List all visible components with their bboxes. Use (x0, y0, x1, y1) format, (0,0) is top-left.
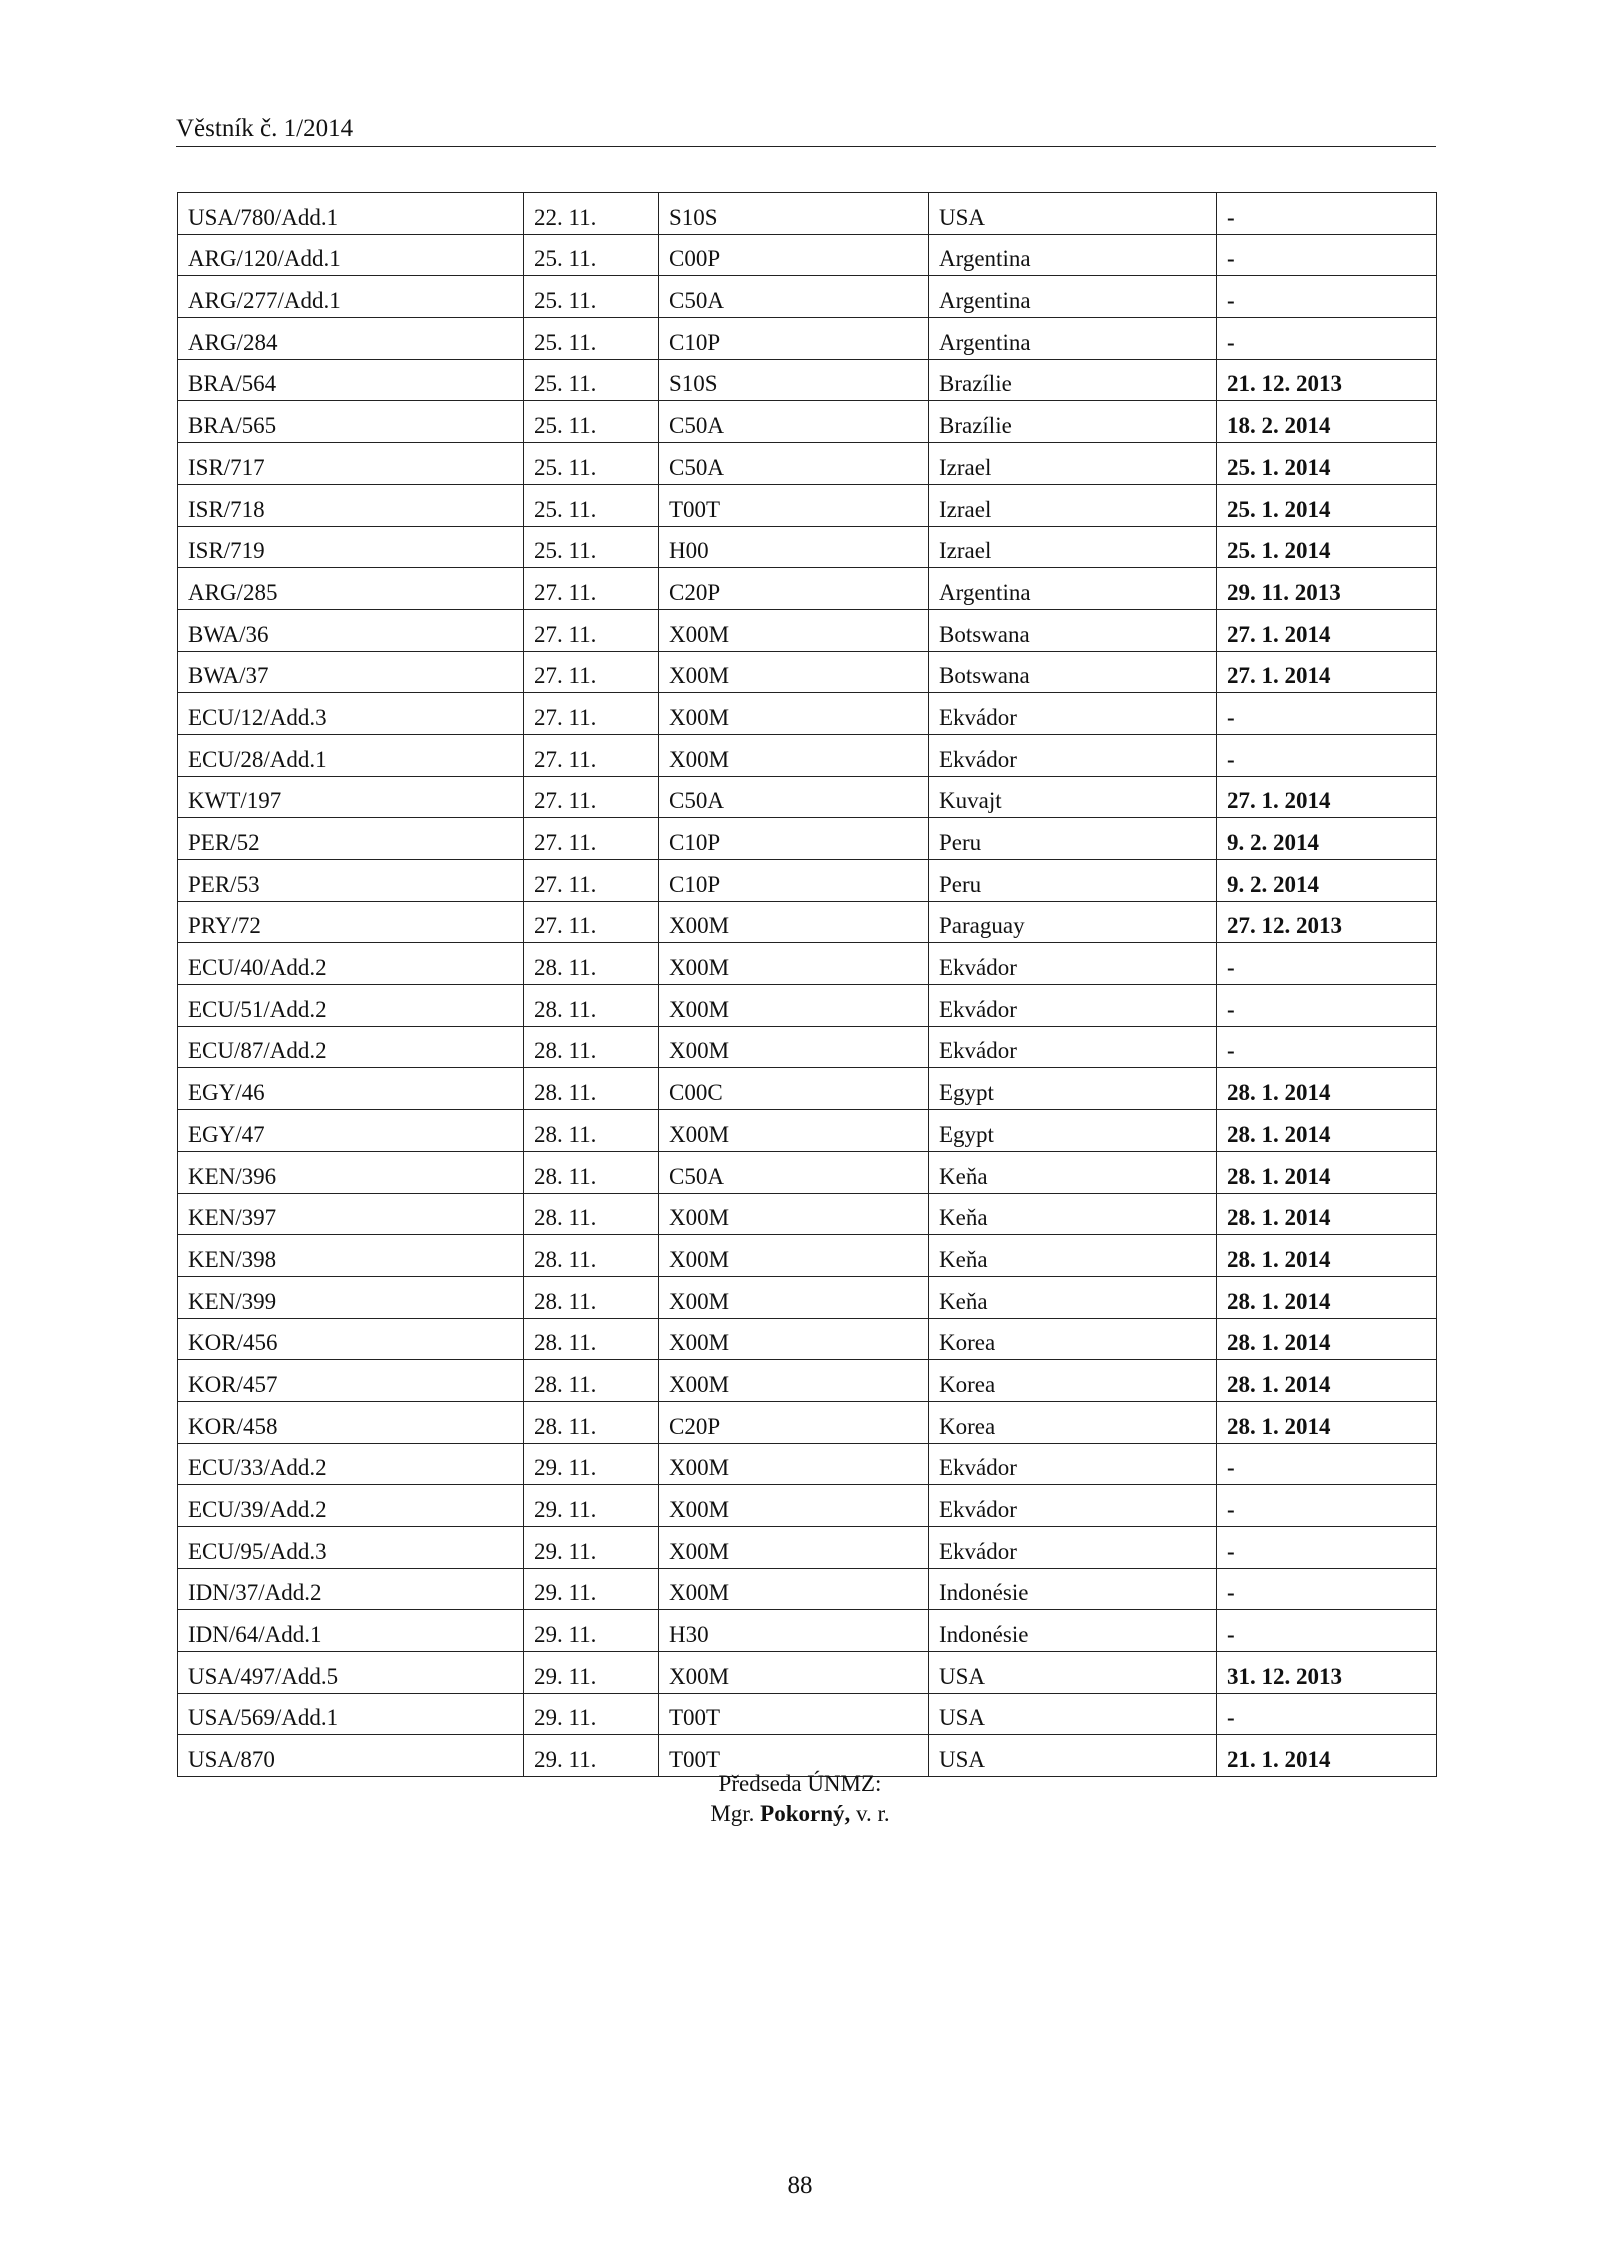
date-cell: 28. 11. (524, 1026, 659, 1068)
code-cell: C10P (659, 318, 929, 360)
deadline-cell: 21. 12. 2013 (1217, 359, 1437, 401)
date-cell: 25. 11. (524, 359, 659, 401)
code-cell: C00C (659, 1068, 929, 1110)
table-row (178, 1276, 1437, 1318)
symbol-cell: IDN/64/Add.1 (178, 1610, 524, 1652)
country-cell: Indonésie (929, 1568, 1217, 1610)
deadline-cell: 27. 12. 2013 (1217, 901, 1437, 943)
code-cell: H30 (659, 1610, 929, 1652)
date-cell: 27. 11. (524, 568, 659, 610)
date-cell: 27. 11. (524, 651, 659, 693)
deadline-cell: - (1217, 234, 1437, 276)
date-cell: 28. 11. (524, 1110, 659, 1152)
country-cell: Argentina (929, 234, 1217, 276)
date-cell: 29. 11. (524, 1693, 659, 1735)
symbol-cell: ECU/87/Add.2 (178, 1026, 524, 1068)
signature-name: Pokorný, (760, 1801, 851, 1826)
symbol-cell: BRA/564 (178, 359, 524, 401)
symbol-cell: KEN/396 (178, 1151, 524, 1193)
deadline-cell: - (1217, 1026, 1437, 1068)
symbol-cell: EGY/47 (178, 1110, 524, 1152)
date-cell: 29. 11. (524, 1443, 659, 1485)
country-cell: Brazílie (929, 359, 1217, 401)
code-cell: X00M (659, 1026, 929, 1068)
deadline-cell: 28. 1. 2014 (1217, 1401, 1437, 1443)
symbol-cell: PER/52 (178, 818, 524, 860)
country-cell: Korea (929, 1360, 1217, 1402)
deadline-cell: 18. 2. 2014 (1217, 401, 1437, 443)
code-cell: S10S (659, 193, 929, 235)
deadline-cell: 9. 2. 2014 (1217, 818, 1437, 860)
deadline-cell: 25. 1. 2014 (1217, 526, 1437, 568)
code-cell: C50A (659, 276, 929, 318)
deadline-cell: - (1217, 276, 1437, 318)
date-cell: 27. 11. (524, 901, 659, 943)
deadline-cell: 28. 1. 2014 (1217, 1276, 1437, 1318)
table-row (178, 1527, 1437, 1569)
table-body (178, 193, 1437, 1777)
symbol-cell: BWA/36 (178, 609, 524, 651)
code-cell: X00M (659, 1568, 929, 1610)
table-row (178, 276, 1437, 318)
deadline-cell: 21. 1. 2014 (1217, 1735, 1437, 1777)
date-cell: 28. 11. (524, 1235, 659, 1277)
date-cell: 25. 11. (524, 484, 659, 526)
table-row (178, 1235, 1437, 1277)
country-cell: Keňa (929, 1235, 1217, 1277)
code-cell: X00M (659, 1235, 929, 1277)
deadline-cell: 25. 1. 2014 (1217, 443, 1437, 485)
date-cell: 28. 11. (524, 1401, 659, 1443)
date-cell: 29. 11. (524, 1652, 659, 1694)
page-number: 88 (787, 2172, 813, 2199)
code-cell: X00M (659, 1110, 929, 1152)
table-row (178, 443, 1437, 485)
deadline-cell: 29. 11. 2013 (1217, 568, 1437, 610)
code-cell: C00P (659, 234, 929, 276)
code-cell: X00M (659, 1652, 929, 1694)
table-row (178, 943, 1437, 985)
date-cell: 25. 11. (524, 401, 659, 443)
country-cell: Kuvajt (929, 776, 1217, 818)
symbol-cell: ARG/284 (178, 318, 524, 360)
code-cell: X00M (659, 1276, 929, 1318)
table-row (178, 1568, 1437, 1610)
date-cell: 28. 11. (524, 1068, 659, 1110)
date-cell: 28. 11. (524, 1318, 659, 1360)
date-cell: 25. 11. (524, 318, 659, 360)
code-cell: C10P (659, 818, 929, 860)
country-cell: Ekvádor (929, 734, 1217, 776)
table-row (178, 609, 1437, 651)
country-cell: Egypt (929, 1110, 1217, 1152)
symbol-cell: KWT/197 (178, 776, 524, 818)
table-row (178, 234, 1437, 276)
country-cell: Ekvádor (929, 985, 1217, 1027)
symbol-cell: ECU/33/Add.2 (178, 1443, 524, 1485)
table-row (178, 359, 1437, 401)
symbol-cell: KOR/456 (178, 1318, 524, 1360)
date-cell: 28. 11. (524, 1360, 659, 1402)
deadline-cell: - (1217, 1527, 1437, 1569)
country-cell: Ekvádor (929, 1527, 1217, 1569)
table-row (178, 985, 1437, 1027)
table-row (178, 734, 1437, 776)
code-cell: S10S (659, 359, 929, 401)
deadline-cell: 25. 1. 2014 (1217, 484, 1437, 526)
table-row (178, 693, 1437, 735)
deadline-cell: - (1217, 1568, 1437, 1610)
country-cell: Egypt (929, 1068, 1217, 1110)
symbol-cell: ARG/277/Add.1 (178, 276, 524, 318)
table-row (178, 1485, 1437, 1527)
symbol-cell: KOR/458 (178, 1401, 524, 1443)
date-cell: 29. 11. (524, 1568, 659, 1610)
notifications-table (177, 192, 1437, 1777)
table-row (178, 776, 1437, 818)
deadline-cell: 9. 2. 2014 (1217, 860, 1437, 902)
country-cell: Keňa (929, 1193, 1217, 1235)
country-cell: Indonésie (929, 1610, 1217, 1652)
deadline-cell: 28. 1. 2014 (1217, 1318, 1437, 1360)
country-cell: Ekvádor (929, 1485, 1217, 1527)
symbol-cell: ECU/12/Add.3 (178, 693, 524, 735)
symbol-cell: KEN/398 (178, 1235, 524, 1277)
deadline-cell: 27. 1. 2014 (1217, 609, 1437, 651)
country-cell: Botswana (929, 651, 1217, 693)
code-cell: T00T (659, 1735, 929, 1777)
date-cell: 29. 11. (524, 1527, 659, 1569)
signature-role: Předseda ÚNMZ: (718, 1771, 882, 1796)
table-row (178, 901, 1437, 943)
code-cell: X00M (659, 943, 929, 985)
symbol-cell: IDN/37/Add.2 (178, 1568, 524, 1610)
deadline-cell: - (1217, 734, 1437, 776)
table-row (178, 193, 1437, 235)
symbol-cell: ECU/95/Add.3 (178, 1527, 524, 1569)
code-cell: C50A (659, 776, 929, 818)
country-cell: Izrael (929, 443, 1217, 485)
country-cell: Argentina (929, 276, 1217, 318)
table-row (178, 568, 1437, 610)
symbol-cell: EGY/46 (178, 1068, 524, 1110)
code-cell: C20P (659, 568, 929, 610)
table-row (178, 1318, 1437, 1360)
table-row (178, 860, 1437, 902)
code-cell: X00M (659, 901, 929, 943)
date-cell: 29. 11. (524, 1485, 659, 1527)
page-header (176, 112, 1436, 147)
date-cell: 27. 11. (524, 776, 659, 818)
table-row (178, 1401, 1437, 1443)
table-row (178, 1026, 1437, 1068)
bulletin-title: Věstník č. 1/2014 (176, 115, 354, 142)
date-cell: 25. 11. (524, 234, 659, 276)
table-row (178, 1693, 1437, 1735)
deadline-cell: 28. 1. 2014 (1217, 1193, 1437, 1235)
deadline-cell: 28. 1. 2014 (1217, 1360, 1437, 1402)
country-cell: Keňa (929, 1151, 1217, 1193)
symbol-cell: KEN/399 (178, 1276, 524, 1318)
deadline-cell: 27. 1. 2014 (1217, 776, 1437, 818)
code-cell: C50A (659, 1151, 929, 1193)
deadline-cell: 28. 1. 2014 (1217, 1110, 1437, 1152)
table-row (178, 526, 1437, 568)
code-cell: X00M (659, 985, 929, 1027)
country-cell: Peru (929, 860, 1217, 902)
table-row (178, 484, 1437, 526)
code-cell: C50A (659, 401, 929, 443)
signature-line (0, 1800, 1600, 1828)
date-cell: 29. 11. (524, 1735, 659, 1777)
date-cell: 25. 11. (524, 443, 659, 485)
symbol-cell: KOR/457 (178, 1360, 524, 1402)
country-cell: Ekvádor (929, 1026, 1217, 1068)
code-cell: X00M (659, 1360, 929, 1402)
code-cell: X00M (659, 1527, 929, 1569)
signature-suffix: v. r. (856, 1801, 890, 1826)
code-cell: T00T (659, 1693, 929, 1735)
symbol-cell: ISR/718 (178, 484, 524, 526)
code-cell: H00 (659, 526, 929, 568)
date-cell: 27. 11. (524, 818, 659, 860)
code-cell: X00M (659, 609, 929, 651)
date-cell: 28. 11. (524, 943, 659, 985)
date-cell: 27. 11. (524, 734, 659, 776)
symbol-cell: BRA/565 (178, 401, 524, 443)
symbol-cell: USA/870 (178, 1735, 524, 1777)
country-cell: Peru (929, 818, 1217, 860)
symbol-cell: KEN/397 (178, 1193, 524, 1235)
symbol-cell: ECU/51/Add.2 (178, 985, 524, 1027)
deadline-cell: - (1217, 985, 1437, 1027)
deadline-cell: - (1217, 943, 1437, 985)
code-cell: X00M (659, 1193, 929, 1235)
table-row (178, 1360, 1437, 1402)
symbol-cell: ECU/39/Add.2 (178, 1485, 524, 1527)
symbol-cell: ARG/120/Add.1 (178, 234, 524, 276)
symbol-cell: USA/497/Add.5 (178, 1652, 524, 1694)
symbol-cell: ECU/28/Add.1 (178, 734, 524, 776)
symbol-cell: PRY/72 (178, 901, 524, 943)
country-cell: Ekvádor (929, 1443, 1217, 1485)
code-cell: X00M (659, 693, 929, 735)
symbol-cell: ARG/285 (178, 568, 524, 610)
symbol-cell: ISR/719 (178, 526, 524, 568)
table-row (178, 1110, 1437, 1152)
deadline-cell: - (1217, 1443, 1437, 1485)
symbol-cell: USA/780/Add.1 (178, 193, 524, 235)
table-row (178, 1443, 1437, 1485)
date-cell: 25. 11. (524, 276, 659, 318)
date-cell: 22. 11. (524, 193, 659, 235)
country-cell: USA (929, 1735, 1217, 1777)
code-cell: C50A (659, 443, 929, 485)
code-cell: X00M (659, 651, 929, 693)
country-cell: USA (929, 1693, 1217, 1735)
deadline-cell: 27. 1. 2014 (1217, 651, 1437, 693)
table-row (178, 318, 1437, 360)
country-cell: Paraguay (929, 901, 1217, 943)
date-cell: 29. 11. (524, 1610, 659, 1652)
deadline-cell: - (1217, 1485, 1437, 1527)
table-row (178, 1652, 1437, 1694)
country-cell: Korea (929, 1318, 1217, 1360)
table-row (178, 1151, 1437, 1193)
deadline-cell: 28. 1. 2014 (1217, 1151, 1437, 1193)
symbol-cell: BWA/37 (178, 651, 524, 693)
date-cell: 27. 11. (524, 860, 659, 902)
deadline-cell: - (1217, 693, 1437, 735)
table-row (178, 1193, 1437, 1235)
country-cell: Botswana (929, 609, 1217, 651)
country-cell: USA (929, 1652, 1217, 1694)
country-cell: Izrael (929, 484, 1217, 526)
table-row (178, 818, 1437, 860)
table-row (178, 1610, 1437, 1652)
country-cell: Ekvádor (929, 943, 1217, 985)
deadline-cell: - (1217, 1610, 1437, 1652)
date-cell: 28. 11. (524, 1276, 659, 1318)
deadline-cell: - (1217, 318, 1437, 360)
symbol-cell: USA/569/Add.1 (178, 1693, 524, 1735)
date-cell: 27. 11. (524, 609, 659, 651)
date-cell: 28. 11. (524, 1193, 659, 1235)
deadline-cell: 28. 1. 2014 (1217, 1235, 1437, 1277)
code-cell: X00M (659, 1443, 929, 1485)
country-cell: Argentina (929, 318, 1217, 360)
date-cell: 25. 11. (524, 526, 659, 568)
symbol-cell: PER/53 (178, 860, 524, 902)
table-row (178, 651, 1437, 693)
country-cell: Brazílie (929, 401, 1217, 443)
symbol-cell: ECU/40/Add.2 (178, 943, 524, 985)
code-cell: C20P (659, 1401, 929, 1443)
deadline-cell: 28. 1. 2014 (1217, 1068, 1437, 1110)
deadline-cell: - (1217, 193, 1437, 235)
country-cell: Argentina (929, 568, 1217, 610)
country-cell: USA (929, 193, 1217, 235)
country-cell: Keňa (929, 1276, 1217, 1318)
code-cell: C10P (659, 860, 929, 902)
table-row (178, 1068, 1437, 1110)
code-cell: X00M (659, 1318, 929, 1360)
deadline-cell: 31. 12. 2013 (1217, 1652, 1437, 1694)
table-row (178, 401, 1437, 443)
deadline-cell: - (1217, 1693, 1437, 1735)
symbol-cell: ISR/717 (178, 443, 524, 485)
signature-prefix: Mgr. (710, 1801, 755, 1826)
code-cell: X00M (659, 734, 929, 776)
date-cell: 27. 11. (524, 693, 659, 735)
code-cell: X00M (659, 1485, 929, 1527)
code-cell: T00T (659, 484, 929, 526)
country-cell: Korea (929, 1401, 1217, 1443)
date-cell: 28. 11. (524, 1151, 659, 1193)
date-cell: 28. 11. (524, 985, 659, 1027)
country-cell: Ekvádor (929, 693, 1217, 735)
country-cell: Izrael (929, 526, 1217, 568)
